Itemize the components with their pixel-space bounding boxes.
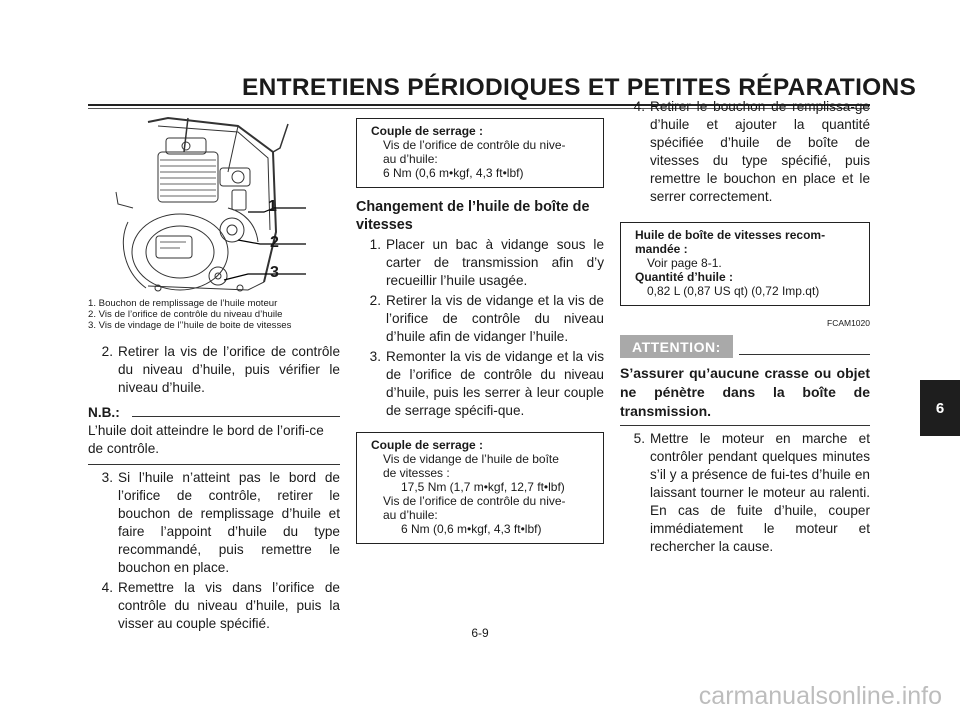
- torque-spec-box-2: [356, 432, 604, 544]
- step-text: Retirer le bouchon de remplissa-ge d’huile et ajouter la quantité spécifiée d’huile de boîte de vitesses du type spécifié, puis remettre le bouchon en place et le serrer correctement.: [650, 99, 870, 204]
- step-item: [88, 469, 340, 577]
- callout-1: 1: [268, 198, 277, 215]
- column-middle: [356, 118, 604, 544]
- step-number: 3.: [101, 470, 113, 485]
- torque-spec-box-1: [356, 118, 604, 188]
- page-number: 6-9: [471, 626, 489, 640]
- step-number: 2.: [101, 344, 113, 359]
- step-number: 5.: [633, 431, 645, 446]
- oil-box-title: Quantité d’huile :: [635, 270, 733, 284]
- watermark: carmanualsonline.info: [698, 682, 942, 710]
- step-number: 3.: [369, 349, 381, 364]
- step-number: 4.: [633, 99, 645, 114]
- attention-header: [620, 335, 870, 358]
- figure-captions: [88, 298, 340, 331]
- note-rule: [132, 416, 340, 417]
- chapter-tab: 6: [920, 380, 960, 436]
- step-text: Mettre le moteur en marche et contrôler pendant quelques minutes s’il y a présence de fui-tes d’huile en laissant tourner le moteur au ralenti. En cas de fuite d’huile, couper immédiatement le moteur et rechercher la cause.: [650, 431, 870, 554]
- step-item: [356, 236, 604, 290]
- note-header: [88, 404, 340, 422]
- oil-box-title: Huile de boîte de vitesses recom-: [635, 228, 826, 242]
- callout-2: 2: [270, 234, 279, 251]
- reference-code: FCAM1020: [827, 318, 870, 328]
- caption-1: 1. Bouchon de remplissage de l’huile moteur: [88, 298, 278, 309]
- torque-box-value: 17,5 Nm (1,7 m•kgf, 12,7 ft•lbf): [401, 480, 565, 494]
- step-number: 2.: [369, 293, 381, 308]
- step-number: 1.: [369, 237, 381, 252]
- step-text: Remonter la vis de vidange et la vis de l’orifice de contrôle du niveau d’huile, puis les serrer à leur couple de serrage spécifi-que.: [386, 349, 604, 418]
- torque-box-line: au d’huile:: [383, 152, 438, 166]
- engine-figure: [88, 112, 340, 298]
- torque-box-line: Vis de vidange de l’huile de boîte: [383, 452, 559, 466]
- torque-box-line: de vitesses :: [383, 466, 450, 480]
- oil-box-value: 0,82 L (0,87 US qt) (0,72 Imp.qt): [647, 284, 820, 298]
- attention-end-rule: [620, 425, 870, 426]
- note-label: N.B.:: [88, 405, 120, 420]
- torque-box-line: au d’huile:: [383, 508, 438, 522]
- attention-label: ATTENTION:: [620, 335, 733, 358]
- torque-box-title: Couple de serrage :: [371, 438, 484, 452]
- attention-rule: [739, 354, 870, 355]
- step-text: Retirer la vis de l’orifice de contrôle du niveau d’huile, puis vérifier le niveau d’huile.: [118, 344, 340, 395]
- torque-box-line: Vis de l’orifice de contrôle du nive-: [383, 138, 566, 152]
- caption-3: 3. Vis de vindage de l’’huile de boite de vitesses: [88, 320, 292, 331]
- oil-spec-box: [620, 222, 870, 306]
- section-title: Changement de l’huile de boîte de vitesses: [356, 199, 590, 233]
- step-item: [88, 343, 340, 397]
- note-end-rule: [88, 464, 340, 465]
- oil-box-title: mandée :: [635, 242, 688, 256]
- callout-3: 3: [270, 264, 279, 281]
- step-item: [88, 579, 340, 633]
- column-right: [620, 96, 870, 556]
- step-item: [356, 348, 604, 420]
- note-text: L’huile doit atteindre le bord de l’orifi-ce de contrôle.: [88, 423, 324, 456]
- step-item: [620, 430, 870, 556]
- engine-illustration: [88, 112, 340, 298]
- torque-box-line: Vis de l’orifice de contrôle du nive-: [383, 494, 566, 508]
- column-left: [88, 112, 340, 633]
- caption-2: 2. Vis de l’orifice de contrôle du niveau d’huile: [88, 309, 283, 320]
- oil-box-value: Voir page 8-1.: [647, 256, 722, 270]
- step-text: Si l’huile n’atteint pas le bord de l’orifice de contrôle, retirer le bouchon de remplissage d’huile et faire l’appoint d’huile du type recommandé, puis remettre le bouchon en place.: [118, 470, 340, 575]
- torque-box-line: 6 Nm (0,6 m•kgf, 4,3 ft•lbf): [383, 166, 524, 180]
- step-text: Retirer la vis de vidange et la vis de l’orifice de contrôle du niveau d’huile afin de vidanger l’huile.: [386, 293, 604, 344]
- step-text: Remettre la vis dans l’orifice de contrôle du niveau d’huile, puis la visser au couple spécifié.: [118, 580, 340, 631]
- torque-box-title: Couple de serrage :: [371, 124, 484, 138]
- step-text: Placer un bac à vidange sous le carter de transmission afin d’y recueillir l’huile usagée.: [386, 237, 604, 288]
- page-header-title: ENTRETIENS PÉRIODIQUES ET PETITES RÉPARATIONS: [242, 74, 917, 101]
- attention-text: S’assurer qu’aucune crasse ou objet ne pénètre dans la boîte de transmission.: [620, 365, 870, 419]
- torque-box-value: 6 Nm (0,6 m•kgf, 4,3 ft•lbf): [401, 522, 542, 536]
- step-item: [620, 98, 870, 206]
- step-item: [356, 292, 604, 346]
- step-number: 4.: [101, 580, 113, 595]
